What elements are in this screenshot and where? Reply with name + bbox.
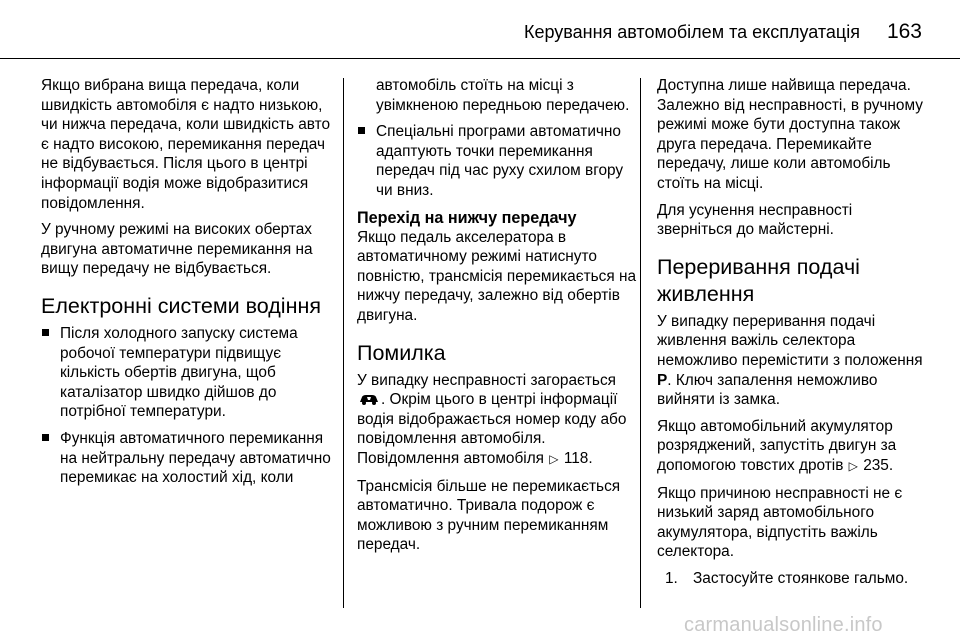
text-run: . (588, 449, 593, 467)
paragraph: Якщо вибрана вища передача, коли швидкість автомобіля є надто низькою, чи нижча передача, коли швидкість авто є надто високою, перемикання передач не відбувається. Після цього в центрі інформації водія може відобразитися повідомлення. (41, 77, 331, 212)
reference-triangle-icon: ▷ (549, 451, 559, 466)
page-header (0, 0, 960, 50)
list-item-continuation: автомобіль стоїть на місці з увімкненою передньою передачею. (376, 77, 630, 114)
paragraph (657, 312, 927, 410)
list-item-text: Після холодного запуску система робочої температури підвищує кількість обертів двигуна, щоб каталізатор швидко дійшов до потрібної температури. (60, 324, 298, 421)
column-right (657, 76, 927, 595)
bullet-square-icon (42, 434, 49, 441)
text-run: . Ключ запалення неможливо вийняти із замка. (657, 371, 878, 409)
subheading-downshift: Перехід на нижчу передачу (357, 208, 577, 227)
text-run: . (888, 456, 894, 474)
list-item (41, 324, 333, 422)
column-left (41, 76, 333, 495)
list-item-text: Функція автоматичного перемикання на нейтральну передачу автоматично перемикає на холостий хід, коли (60, 429, 331, 487)
reference-triangle-icon: ▷ (848, 458, 858, 473)
bullet-square-icon (358, 127, 365, 134)
header-divider (0, 58, 960, 59)
paragraph (657, 417, 927, 477)
paragraph: Трансмісія більше не перемикається автоматично. Тривала подорож є можливою з ручним перемиканням передач. (357, 477, 621, 554)
list-item (357, 122, 639, 200)
list-item-text: Спеціальні програми автоматично адаптують точки перемикання передач під час руху схилом вгору чи вниз. (376, 123, 624, 199)
step-number: 1. (665, 569, 678, 587)
text-run: Якщо автомобільний акумулятор розряджений, запустіть двигун за допомогою товстих дротів (657, 417, 897, 474)
section-heading-electronic-systems: Електронні системи водіння (41, 293, 321, 318)
step-text: Застосуйте стоянкове гальмо. (693, 569, 909, 587)
column-divider (640, 78, 641, 608)
car-wrench-warning-icon (358, 393, 380, 405)
column-middle (357, 76, 639, 562)
page-reference[interactable]: 235 (863, 456, 889, 474)
paragraph: Якщо причиною несправності не є низький заряд автомобільного акумулятора, відпустіть важіль селектора. (657, 484, 903, 561)
paragraph (357, 371, 639, 470)
page-number: 163 (886, 20, 922, 43)
gear-position-p: P (657, 371, 668, 389)
page-reference[interactable]: 118 (563, 449, 589, 467)
paragraph: У ручному режимі на високих обертах двигуна автоматичне перемикання на вищу передачу не відбувається. (41, 221, 313, 278)
header-title: Керування автомобілем та експлуатація (523, 22, 860, 42)
watermark: carmanualsonline.info (684, 614, 883, 636)
text-run: У випадку несправності загорається (357, 371, 616, 389)
bullet-square-icon (42, 329, 49, 336)
column-divider (343, 78, 344, 608)
text-run: У випадку переривання подачі живлення важіль селектора неможливо перемістити з положення (657, 312, 923, 369)
paragraph: Доступна лише найвища передача. Залежно від несправності, в ручному режимі може бути доступна також друга передача. Перемикайте передачу, лише коли автомобіль стоїть на місці. (657, 77, 923, 192)
paragraph: Якщо педаль акселератора в автоматичному режимі натиснуто повністю, трансмісія перемикається на нижчу передачу, залежно від обертів двигуна. (357, 228, 637, 324)
section-heading-fault: Помилка (357, 340, 446, 365)
paragraph: Для усунення несправності зверніться до майстерні. (657, 201, 853, 239)
text-run: . Окрім цього в центрі інформації водія відображається номер коду або повідомлення автомобіля. Повідомлення автомобіля (357, 391, 627, 467)
list-item (41, 429, 333, 488)
numbered-step (657, 569, 927, 589)
section-heading-power-interruption: Переривання подачі живлення (657, 254, 860, 306)
